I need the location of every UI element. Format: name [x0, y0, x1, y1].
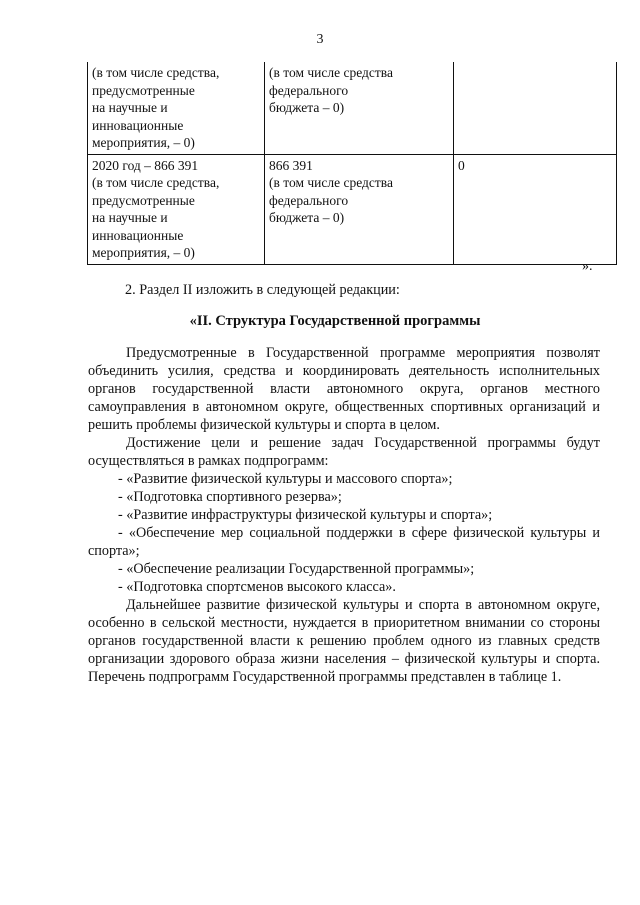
table-cell: [265, 154, 454, 264]
cell-line: федерального: [269, 192, 349, 208]
cell-line: предусмотренные: [92, 82, 195, 98]
table-row: [88, 62, 617, 154]
table-cell: [265, 62, 454, 154]
section-title: «II. Структура Государственной программы: [189, 313, 481, 329]
cell-line: (в том числе средства,: [92, 175, 220, 190]
list-item: - «Подготовка спортивного резерва»;: [118, 489, 342, 505]
cell-line: бюджета – 0): [269, 100, 345, 115]
cell-line: (в том числе средства,: [92, 65, 220, 80]
cell-line: бюджета – 0): [269, 210, 345, 225]
list-item: - «Развитие физической культуры и массового спорта»;: [118, 471, 453, 487]
amendment-intro: 2. Раздел II изложить в следующей редакции:: [125, 282, 400, 298]
cell-line: предусмотренные: [92, 192, 195, 208]
table-cell: [454, 154, 617, 264]
cell-line: 2020 год – 866 391: [92, 157, 199, 173]
section-body: [88, 344, 600, 686]
table-cell: [88, 62, 265, 154]
cell-line: федерального: [269, 82, 349, 98]
cell-line: мероприятия, – 0): [92, 245, 195, 260]
cell-line: на научные и: [92, 100, 168, 115]
subprogram-list: [88, 470, 600, 596]
list-item: - «Обеспечение реализации Государственной программы»;: [118, 561, 475, 577]
cell-line: инновационные: [92, 117, 184, 133]
cell-line: 866 391: [269, 157, 313, 173]
budget-table: [87, 62, 617, 265]
cell-line: на научные и: [92, 210, 168, 225]
paragraph: Дальнейшее развитие физической культуры и спорта в автономном округе, особенно в сельской местности, нуждается в приоритетном внимании со стороны органов государственной власти к решению проблем одного из главных средств организации здорового образа жизни населения – физической культуры и спорта. Перечень подпрограмм Государственной программы представлен в таблице 1.: [88, 597, 600, 685]
cell-line: инновационные: [92, 227, 184, 243]
list-item: - «Обеспечение мер социальной поддержки в сфере физической культуры и спорта»;: [88, 525, 600, 559]
list-item: - «Подготовка спортсменов высокого класса».: [118, 579, 396, 595]
cell-line: (в том числе средства: [269, 175, 393, 190]
table-row: [88, 154, 617, 264]
list-item: - «Развитие инфраструктуры физической культуры и спорта»;: [118, 507, 493, 523]
cell-line: (в том числе средства: [269, 65, 393, 80]
closing-quote: ».: [582, 259, 593, 274]
cell-line: 0: [458, 157, 465, 173]
paragraph: Предусмотренные в Государственной программе мероприятия позволят объединить усилия, средства и координировать деятельность исполнительных органов государственной власти автономного округа, органов местного самоуправления в автономном округе, общественных спортивных организаций и решить проблемы физической культуры и спорта в целом.: [88, 345, 600, 433]
cell-line: мероприятия, – 0): [92, 135, 195, 150]
table-cell: [454, 62, 617, 154]
table-cell: [88, 154, 265, 264]
page-number: 3: [316, 32, 324, 47]
paragraph: Достижение цели и решение задач Государственной программы будут осуществляться в рамках подпрограмм:: [88, 435, 600, 469]
